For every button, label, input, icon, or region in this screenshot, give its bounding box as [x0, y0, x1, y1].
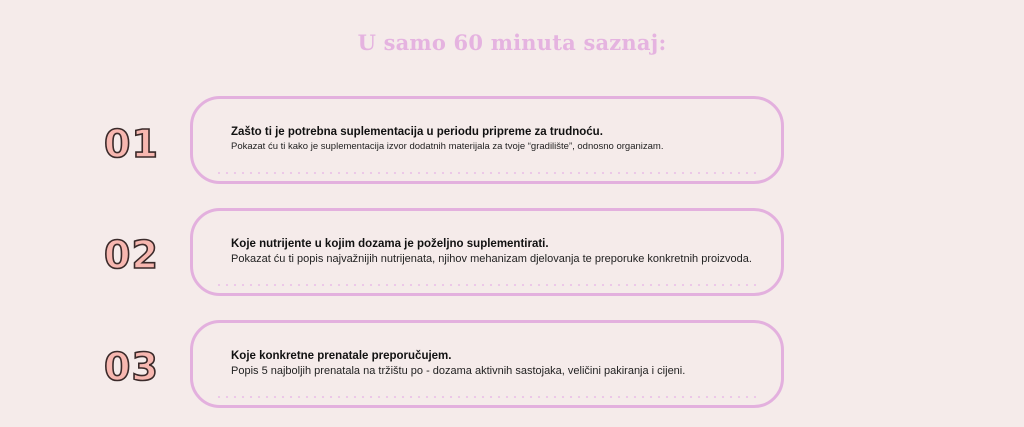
card-heading: Zašto ti je potrebna suplementacija u periodu pripreme za trudnoću. [231, 126, 603, 138]
step-number-03: 03 [104, 345, 159, 389]
step-number-01: 01 [104, 122, 159, 166]
card-heading: Koje nutrijente u kojim dozama je poželjno suplementirati. [231, 238, 549, 250]
card-heading: Koje konkretne prenatale preporučujem. [231, 350, 452, 362]
section-title: U samo 60 minuta saznaj: [357, 30, 667, 55]
info-card-2 [190, 208, 784, 296]
card-description: Pokazat ću ti popis najvažnijih nutrijenata, njihov mehanizam djelovanja te preporuke konkretnih proizvoda. [231, 253, 752, 265]
card-description: Pokazat ću ti kako je suplementacija izvor dodatnih materijala za tvoje “gradilište”, odnosno organizam. [231, 141, 664, 152]
info-card-3 [190, 320, 784, 408]
card-description: Popis 5 najboljih prenatala na tržištu po - dozama aktivnih sastojaka, veličini pakiranja i cijeni. [231, 365, 686, 377]
step-number-02: 02 [104, 233, 159, 277]
info-card-1 [190, 96, 784, 184]
